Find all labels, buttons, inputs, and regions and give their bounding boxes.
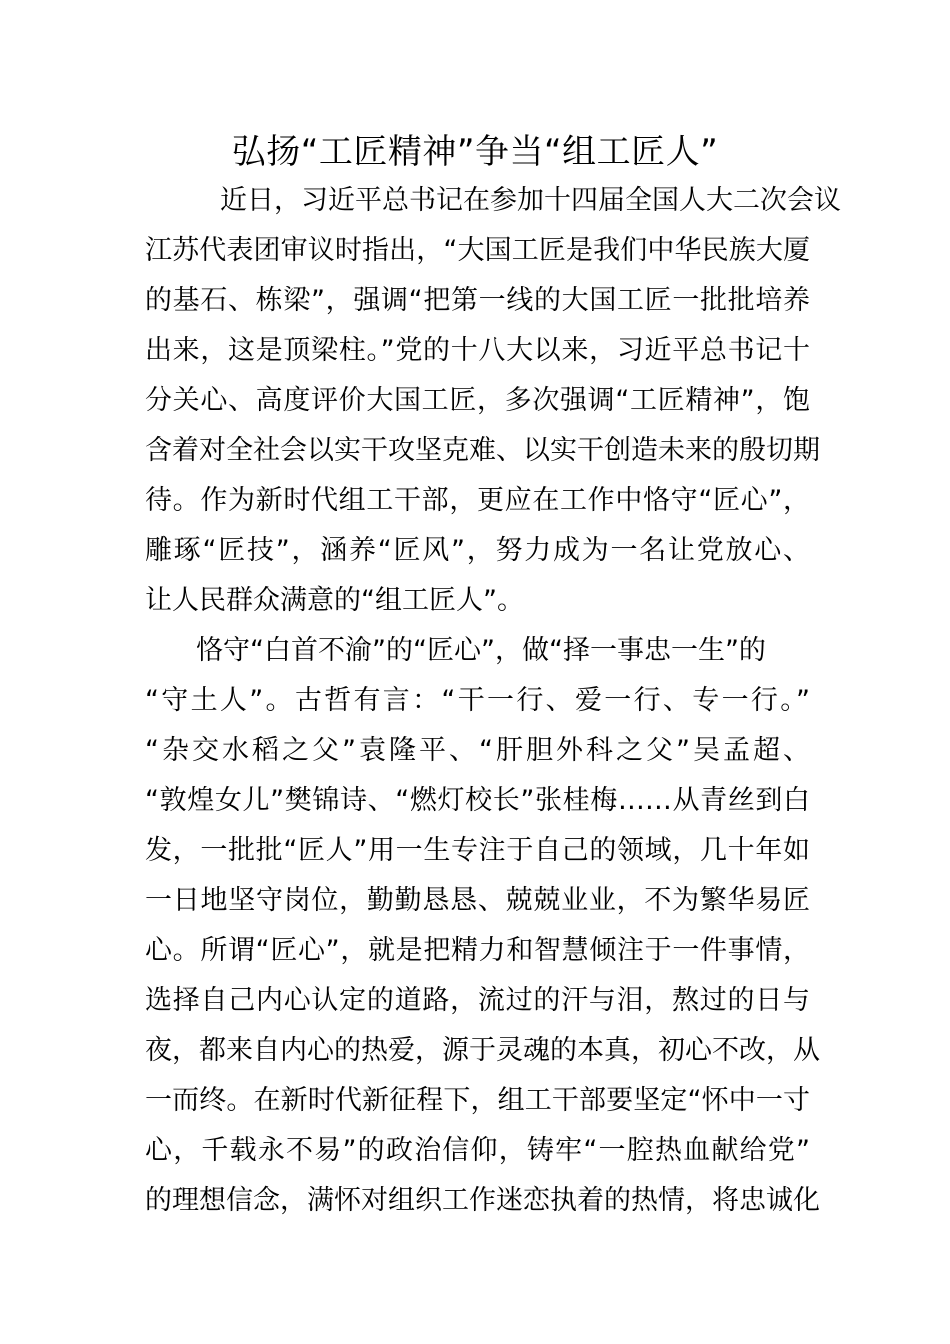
paragraph-line: 夜，都来自内心的热爱，源于灵魂的本真，初心不改，从 bbox=[145, 1035, 820, 1066]
paragraph-line: 的基石、栋梁”，强调“把第一线的大国工匠一批批培养 bbox=[145, 285, 810, 316]
paragraph-line: 一日地坚守岗位，勤勤恳恳、兢兢业业，不为繁华易匠 bbox=[145, 885, 810, 916]
paragraph-line: 的理想信念，满怀对组织工作迷恋执着的热情，将忠诚化 bbox=[145, 1185, 820, 1216]
paragraph-line: 出来，这是顶梁柱。”党的十八大以来，习近平总书记十 bbox=[145, 335, 810, 366]
paragraph-line: 近日，习近平总书记在参加十四届全国人大二次会议 bbox=[193, 185, 841, 216]
paragraph-line: 分关心、高度评价大国工匠，多次强调“工匠精神”，饱 bbox=[145, 385, 810, 416]
paragraph-line: “杂交水稻之父”袁隆平、“肝胆外科之父”吴孟超、 bbox=[145, 735, 810, 766]
paragraph-line: 心，千载永不易”的政治信仰，铸牢“一腔热血献给党” bbox=[145, 1135, 810, 1166]
paragraph-line: 让人民群众满意的“组工匠人”。 bbox=[145, 585, 524, 616]
paragraph-line: 心。所谓“匠心”，就是把精力和智慧倾注于一件事情， bbox=[145, 935, 810, 966]
paragraph-line: “守土人”。古哲有言：“干一行、爱一行、专一行。” bbox=[145, 685, 810, 716]
document-body bbox=[145, 176, 841, 1226]
document-title: 弘扬“工匠精神”争当“组工匠人” bbox=[231, 132, 719, 172]
paragraph-line: 雕琢“匠技”，涵养“匠风”，努力成为一名让党放心、 bbox=[145, 535, 810, 566]
paragraph-line: 江苏代表团审议时指出，“大国工匠是我们中华民族大厦 bbox=[145, 235, 810, 266]
paragraph-line: 含着对全社会以实干攻坚克难、以实干创造未来的殷切期 bbox=[145, 435, 820, 466]
paragraph-line: 待。作为新时代组工干部，更应在工作中恪守“匠心”， bbox=[145, 485, 810, 516]
paragraph-line: 一而终。在新时代新征程下，组工干部要坚定“怀中一寸 bbox=[145, 1085, 810, 1116]
paragraph-line: 发，一批批“匠人”用一生专注于自己的领域，几十年如 bbox=[145, 835, 810, 866]
paragraph-line: 恪守“白首不渝”的“匠心”，做“择一事忠一生”的 bbox=[169, 635, 766, 666]
paragraph-line: “敦煌女儿”樊锦诗、“燃灯校长”张桂梅……从青丝到白 bbox=[145, 785, 810, 816]
paragraph-line: 选择自己内心认定的道路，流过的汗与泪，熬过的日与 bbox=[145, 985, 810, 1016]
